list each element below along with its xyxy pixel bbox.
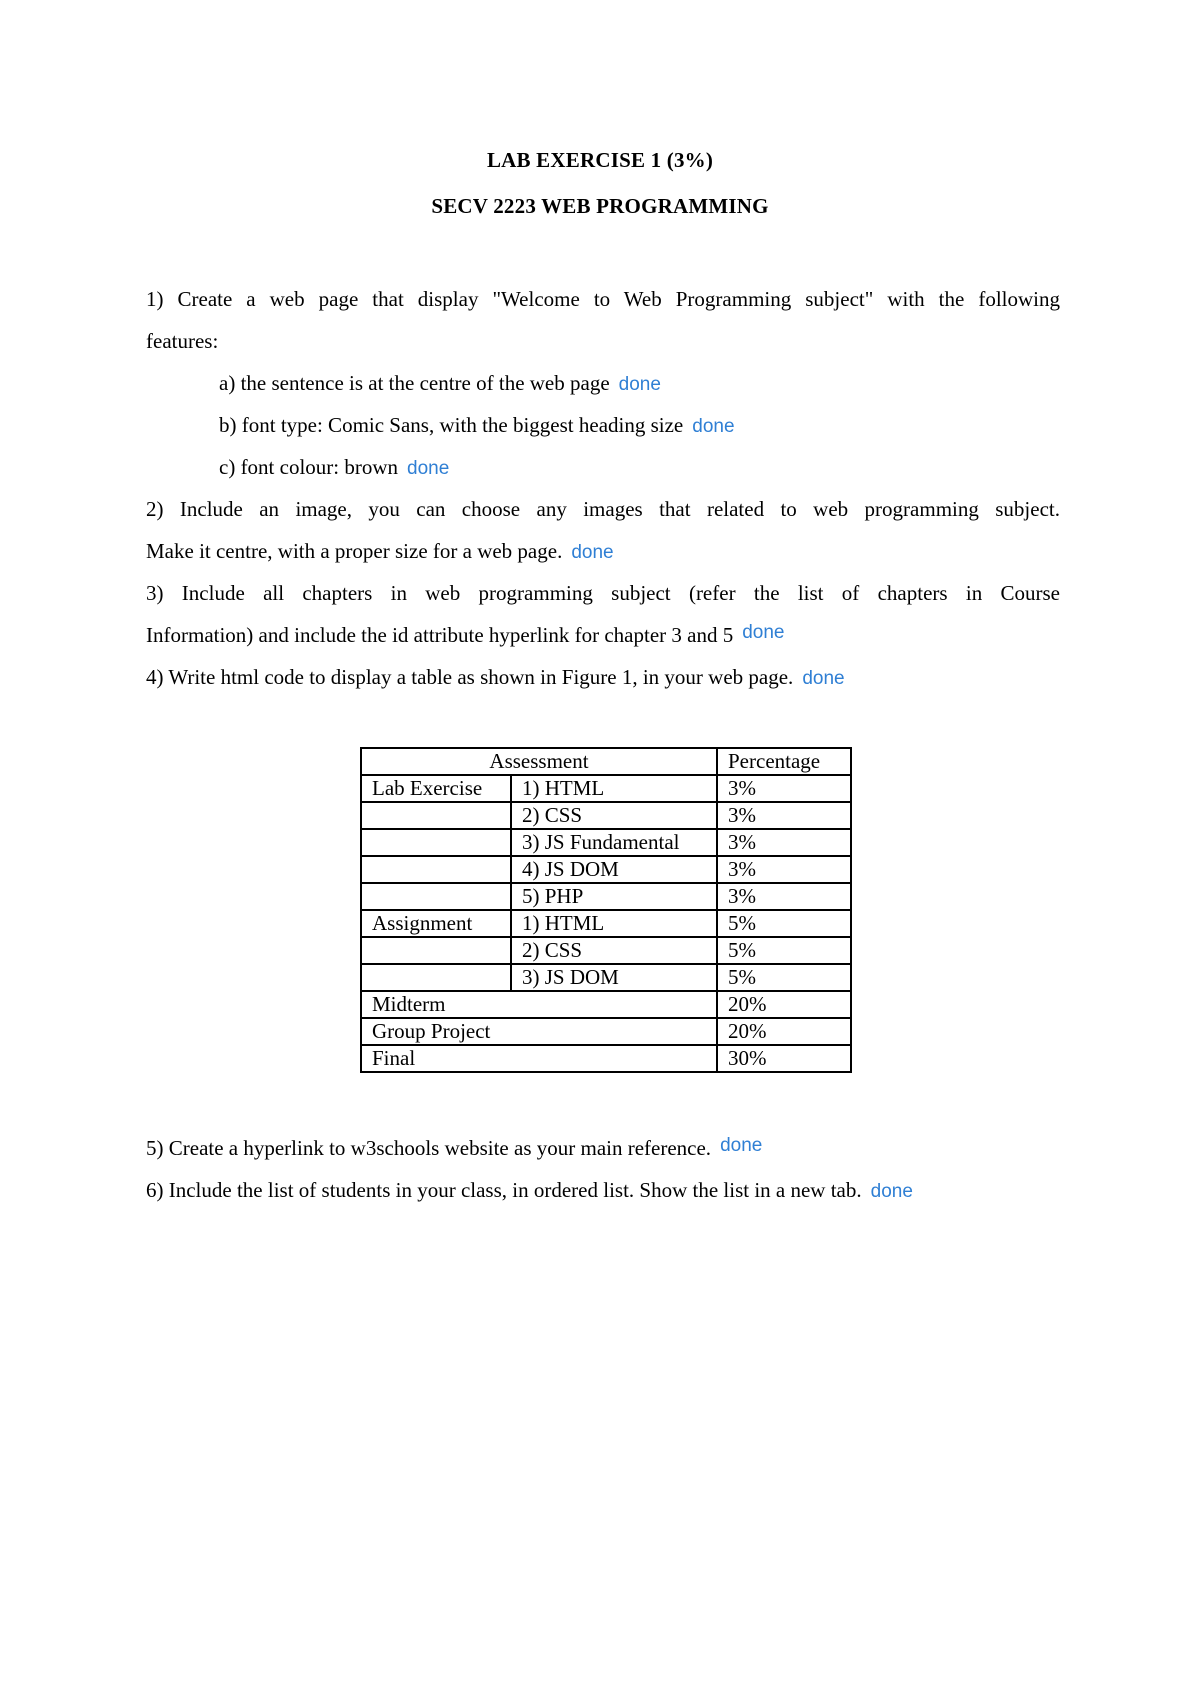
cell-percentage: 3% bbox=[717, 775, 851, 802]
question-1b-text: b) font type: Comic Sans, with the biggest heading size bbox=[219, 413, 684, 437]
cell-item: 2) CSS bbox=[511, 802, 717, 829]
cell-percentage: 3% bbox=[717, 883, 851, 910]
table-row bbox=[361, 1045, 851, 1072]
question-3-line-1: 3) Include all chapters in web programming subject (refer the list of chapters in Course bbox=[146, 581, 1060, 605]
table-header-row bbox=[361, 748, 851, 775]
cell-category: Assignment bbox=[361, 910, 511, 937]
question-1-line-2: features: bbox=[146, 329, 219, 353]
cell-percentage: 5% bbox=[717, 937, 851, 964]
cell-category bbox=[361, 856, 511, 883]
question-1a bbox=[219, 371, 661, 396]
done-note: done bbox=[802, 668, 845, 689]
cell-percentage: 30% bbox=[717, 1045, 851, 1072]
document-subtitle: SECV 2223 WEB PROGRAMMING bbox=[431, 194, 769, 218]
cell-category bbox=[361, 829, 511, 856]
question-1a-text: a) the sentence is at the centre of the web page bbox=[219, 371, 610, 395]
question-1b bbox=[219, 413, 735, 438]
cell-percentage: 20% bbox=[717, 991, 851, 1018]
cell-item: 2) CSS bbox=[511, 937, 717, 964]
done-note: done bbox=[618, 374, 661, 395]
done-note: done bbox=[742, 622, 785, 643]
table-row bbox=[361, 1018, 851, 1045]
cell-percentage: 5% bbox=[717, 910, 851, 937]
cell-item: 1) HTML bbox=[511, 910, 717, 937]
cell-item: 5) PHP bbox=[511, 883, 717, 910]
cell-category bbox=[361, 802, 511, 829]
cell-assessment: Final bbox=[361, 1045, 717, 1072]
cell-category: Lab Exercise bbox=[361, 775, 511, 802]
question-4-text: 4) Write html code to display a table as shown in Figure 1, in your web page. bbox=[146, 665, 794, 689]
cell-category bbox=[361, 964, 511, 991]
cell-percentage: 3% bbox=[717, 802, 851, 829]
table-row bbox=[361, 829, 851, 856]
question-6 bbox=[146, 1178, 913, 1203]
table-row bbox=[361, 856, 851, 883]
document-title: LAB EXERCISE 1 (3%) bbox=[486, 148, 714, 172]
done-note: done bbox=[571, 542, 614, 563]
question-5-text: 5) Create a hyperlink to w3schools website as your main reference. bbox=[146, 1136, 712, 1160]
assessment-table bbox=[360, 747, 852, 1073]
cell-item: 4) JS DOM bbox=[511, 856, 717, 883]
cell-category bbox=[361, 883, 511, 910]
table-row bbox=[361, 964, 851, 991]
cell-category bbox=[361, 937, 511, 964]
table-row bbox=[361, 802, 851, 829]
table-row bbox=[361, 910, 851, 937]
table-row bbox=[361, 991, 851, 1018]
cell-percentage: 3% bbox=[717, 829, 851, 856]
done-note: done bbox=[692, 416, 735, 437]
question-2-line-2 bbox=[146, 539, 614, 564]
question-1c bbox=[219, 455, 449, 480]
cell-percentage: 3% bbox=[717, 856, 851, 883]
question-3-line-2-text: Information) and include the id attribute hyperlink for chapter 3 and 5 bbox=[146, 623, 734, 647]
header-assessment: Assessment bbox=[361, 748, 717, 775]
question-2-line-1: 2) Include an image, you can choose any images that related to web programming subject. bbox=[146, 497, 1060, 521]
cell-percentage: 5% bbox=[717, 964, 851, 991]
done-note: done bbox=[720, 1135, 763, 1156]
question-6-text: 6) Include the list of students in your class, in ordered list. Show the list in a new tab. bbox=[146, 1178, 862, 1202]
table-row bbox=[361, 937, 851, 964]
question-4 bbox=[146, 665, 845, 690]
question-2-line-2-text: Make it centre, with a proper size for a web page. bbox=[146, 539, 563, 563]
done-note: done bbox=[870, 1181, 913, 1202]
cell-assessment: Group Project bbox=[361, 1018, 717, 1045]
cell-percentage: 20% bbox=[717, 1018, 851, 1045]
cell-item: 3) JS Fundamental bbox=[511, 829, 717, 856]
table-row bbox=[361, 775, 851, 802]
question-1c-text: c) font colour: brown bbox=[219, 455, 399, 479]
question-3-line-2 bbox=[146, 623, 785, 648]
question-5 bbox=[146, 1136, 762, 1161]
question-1-line-1: 1) Create a web page that display "Welcome to Web Programming subject" with the following bbox=[146, 287, 1060, 311]
table-row bbox=[361, 883, 851, 910]
header-percentage: Percentage bbox=[717, 748, 851, 775]
cell-assessment: Midterm bbox=[361, 991, 717, 1018]
cell-item: 3) JS DOM bbox=[511, 964, 717, 991]
cell-item: 1) HTML bbox=[511, 775, 717, 802]
done-note: done bbox=[407, 458, 450, 479]
